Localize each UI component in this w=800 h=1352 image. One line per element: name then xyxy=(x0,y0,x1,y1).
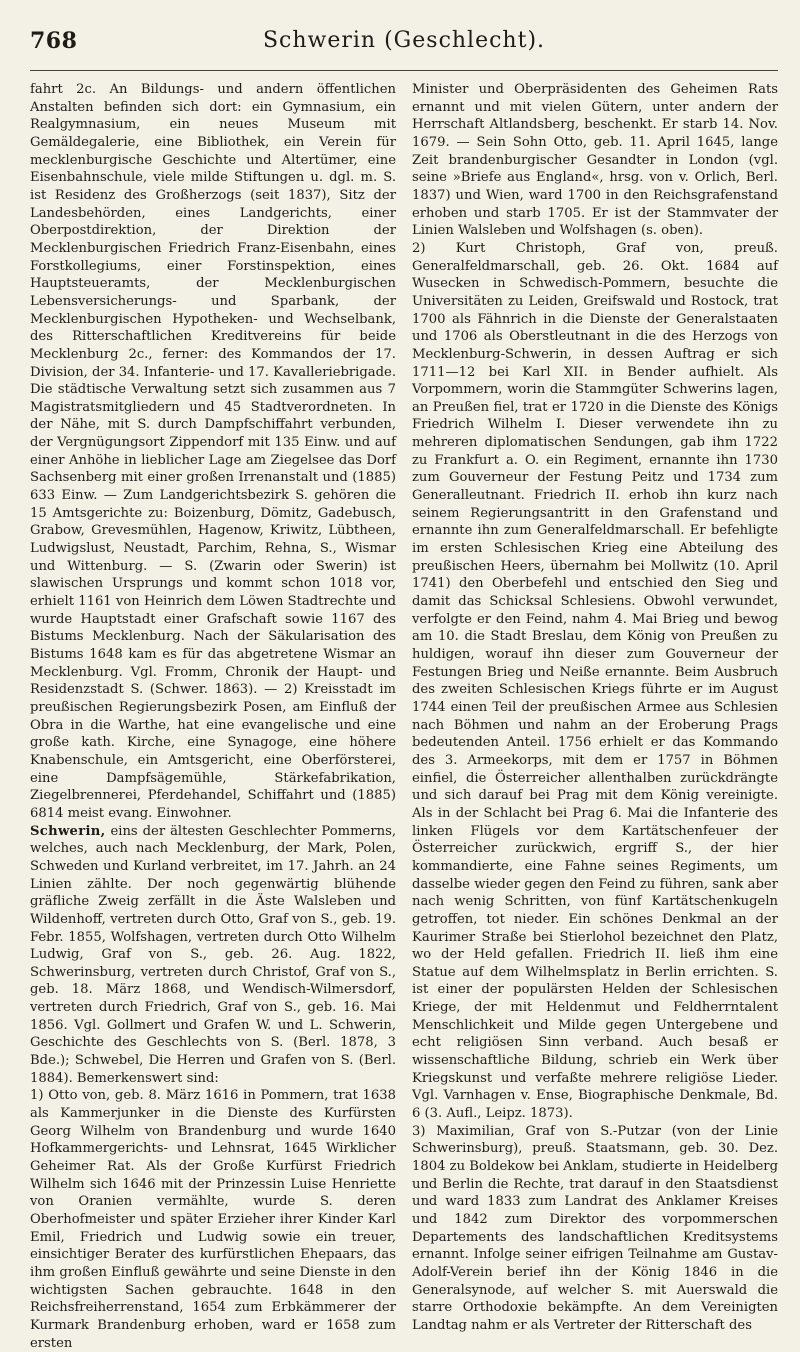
entry-paragraph xyxy=(30,823,396,1088)
two-column-body xyxy=(30,81,778,1351)
entry-text: eins der ältesten Geschlechter Pommerns, welches, auch nach Mecklenburg, der Mark, Polen, Schweden und Kurland verbreitet, im 17. Jahrh. an 24 Linien zählte. Der noch gegenwärtig blühende gräfliche Zweig zerfällt in die Äste Walsleben und Wildenhoff, vertreten durch Otto, Graf von S., geb. 19. Febr. 1855, Wolfshagen, vertreten durch Otto Wilhelm Ludwig, Graf von S., geb. 26. Aug. 1822, Schwerinsburg, vertreten durch Christof, Graf von S., geb. 18. März 1868, und Wendisch-Wilmersdorf, vertreten durch Friedrich, Graf von S., geb. 16. Mai 1856. Vgl. Gollmert und Grafen W. und L. Schwerin, Geschichte des Geschlechts von S. (Berl. 1878, 3 Bde.); Schwebel, Die Herren und Grafen von S. (Berl. 1884). Bemerkenswert sind: xyxy=(30,823,396,1086)
entry-paragraph: 3) Maximilian, Graf von S.-Putzar (von der Linie Schwerinsburg), preuß. Staatsmann, geb. 30. Dez. 1804 zu Boldekow bei Anklam, studierte in Heidelberg und Berlin die Rechte, trat darauf in den Staatsdienst und ward 1833 zum Landrat des Anklamer Kreises und 1842 zum Direktor des vorpommerschen Departements des landschaftlichen Kreditsystems ernannt. Infolge seiner eifrigen Teilnahme am Gustav-Adolf-Verein berief ihn der König 1846 in die Generalsynode, auf welcher S. mit Auerswald die starre Orthodoxie bekämpfte. An dem Vereinigten Landtag nahm er als Vertreter der Ritterschaft des xyxy=(412,1123,778,1333)
header-rule xyxy=(30,70,778,71)
entry-paragraph: 2) Kurt Christoph, Graf von, preuß. Generalfeldmarschall, geb. 26. Okt. 1684 auf Wusecken in Schwedisch-Pommern, besuchte die Universitäten zu Leiden, Greifswald und Rostock, trat 1700 als Fähnrich in die Dienste der Generalstaaten und 1706 als Oberstleutnant in die des Herzogs von Mecklenburg-Schwerin, in dessen Auftrag er sich 1711—12 bei Karl XII. in Bender aufhielt. Als Vorpommern, worin die Stammgüter Schwerins lagen, an Preußen fiel, trat er 1720 in die Dienste des Königs Friedrich Wilhelm I. Dieser verwendete ihn zu mehreren diplomatischen Sendungen, gab ihm 1722 zu Frankfurt a. O. ein Regiment, ernannte ihn 1730 zum Gouverneur der Festung Peitz und 1734 zum Generalleutnant. Friedrich II. erhob ihn kurz nach seinem Regierungsantritt in den Grafenstand und ernannte ihn zum Generalfeldmarschall. Er befehligte im ersten Schlesischen Krieg eine Abteilung des preußischen Heers, übernahm bei Mollwitz (10. April 1741) den Oberbefehl und entschied den Sieg und damit das Schicksal Schlesiens. Obwohl verwundet, verfolgte er den Feind, nahm 4. Mai Brieg und bewog am 10. die Stadt Breslau, dem König von Preußen zu huldigen, worauf ihn dieser zum Gouverneur der Festungen Brieg und Neiße ernannte. Beim Ausbruch des zweiten Schlesischen Kriegs führte er im August 1744 einen Teil der preußischen Armee aus Schlesien nach Böhmen und nahm an der Eroberung Prags bedeutenden Anteil. 1756 erhielt er das Kommando des 3. Armeekorps, mit dem er 1757 in Böhmen einfiel, die Österreicher allenthalben zurückdrängte und sich darauf bei Prag mit dem König vereinigte. Als in der Schlacht bei Prag 6. Mai die Infanterie des linken Flügels vor dem Kartätschenfeuer der Österreicher zurückwich, ergriff S., der hier kommandierte, eine Fahne seines Regiments, um dasselbe wieder gegen den Feind zu führen, sank aber nach wenig Schritten, von fünf Kartätschenkugeln getroffen, tot nieder. Ein schönes Denkmal an der Kaurimer Straße bei Stierlohol bezeichnet den Platz, wo der Held gefallen. Friedrich II. ließ ihm eine Statue auf dem Wilhelmsplatz in Berlin errichten. S. ist einer der populärsten Helden der Schlesischen Kriege, der mit Heldenmut und Feldherrntalent Menschlichkeit und Milde gegen Untergebene und echt religiösen Sinn verband. Auch besaß er wissenschaftliche Bildung, schrieb ein Werk über Kriegskunst und verfaßte mehrere religiöse Lieder. Vgl. Varnhagen v. Ense, Biographische Denkmale, Bd. 6 (3. Aufl., Leipz. 1873). xyxy=(412,240,778,1122)
entry-paragraph: fahrt 2c. An Bildungs- und andern öffentlichen Anstalten befinden sich dort: ein Gymnasium, ein Realgymnasium, ein neues Museum mit Gemäldegalerie, eine Bibliothek, ein Verein für mecklenburgische Geschichte und Altertümer, eine Eisenbahnschule, viele milde Stiftungen u. dgl. m. S. ist Residenz des Großherzogs (seit 1837), Sitz der Landesbehörden, eines Landgerichts, einer Oberpostdirektion, der Direktion der Mecklenburgischen Friedrich Franz-Eisenbahn, eines Forstkollegiums, einer Forstinspektion, eines Hauptsteueramts, der Mecklenburgischen Lebensversicherungs- und Sparbank, der Mecklenburgischen Hypotheken- und Wechselbank, des Ritterschaftlichen Kreditvereins für beide Mecklenburg 2c., ferner: des Kommandos der 17. Division, der 34. Infanterie- und 17. Kavalleriebrigade. Die städtische Verwaltung setzt sich zusammen aus 7 Magistratsmitgliedern und 45 Stadtverordneten. In der Nähe, mit S. durch Dampfschiffahrt verbunden, der Vergnügungsort Zippendorf mit 135 Einw. und auf einer Anhöhe in lieblicher Lage am Ziegelsee das Dorf Sachsenberg mit einer großen Irrenanstalt und (1885) 633 Einw. — Zum Landgerichtsbezirk S. gehören die 15 Amtsgerichte zu: Boizenburg, Dömitz, Gadebusch, Grabow, Grevesmühlen, Hagenow, Kriwitz, Lübtheen, Ludwigslust, Neustadt, Parchim, Rehna, S., Wismar und Wittenburg. — S. (Zwarin oder Swerin) ist slawischen Ursprungs und kommt schon 1018 vor, erhielt 1161 von Heinrich dem Löwen Stadtrechte und wurde Hauptstadt einer Grafschaft sowie 1167 des Bistums Mecklenburg. Nach der Säkularisation des Bistums 1648 kam es für das abgetretene Wismar an Mecklenburg. Vgl. Fromm, Chronik der Haupt- und Residenzstadt S. (Schwer. 1863). — 2) Kreisstadt im preußischen Regierungsbezirk Posen, am Einfluß der Obra in die Warthe, hat eine evangelische und eine große kath. Kirche, eine Synagoge, eine höhere Knabenschule, ein Amtsgericht, eine Oberförsterei, eine Dampfsägemühle, Stärkefabrikation, Ziegelbrennerei, Pferdehandel, Schiffahrt und (1885) 6814 meist evang. Einwohner. xyxy=(30,82,396,821)
left-column xyxy=(30,81,396,1351)
page-header xyxy=(30,28,778,66)
page-number: 768 xyxy=(30,28,78,54)
entry-paragraph: Minister und Oberpräsidenten des Geheimen Rats ernannt und mit vielen Gütern, unter andern der Herrschaft Altlandsberg, beschenkt. Er starb 14. Nov. 1679. — Sein Sohn Otto, geb. 11. April 1645, lange Zeit brandenburgischer Gesandter in London (vgl. seine »Briefe aus England«, hrsg. von v. Orlich, Berl. 1837) und Wien, ward 1700 in den Reichsgrafenstand erhoben und starb 1705. Er ist der Stammvater der Linien Walsleben und Wolfshagen (s. oben). xyxy=(412,82,778,239)
entry-paragraph: 1) Otto von, geb. 8. März 1616 in Pommern, trat 1638 als Kammerjunker in die Dienste des Kurfürsten Georg Wilhelm von Brandenburg und wurde 1640 Hofkammergerichts- und Lehnsrat, 1645 Wirklicher Geheimer Rat. Als der Große Kurfürst Friedrich Wilhelm sich 1646 mit der Prinzessin Luise Henriette von Oranien vermählte, wurde S. deren Oberhofmeister und später Erzieher ihrer Kinder Karl Emil, Friedrich und Ludwig sowie ein treuer, einsichtiger Berater des kurfürstlichen Ehepaars, das ihm großen Einfluß gewährte und seine Dienste in den wichtigsten Sachen gebrauchte. 1648 in den Reichsfreiherrenstand, 1654 zum Erbkämmerer der Kurmark Brandenburg erhoben, ward er 1658 zum ersten xyxy=(30,1088,396,1351)
entry-lemma: Schwerin, xyxy=(30,823,106,839)
right-column xyxy=(412,81,778,1333)
running-head: Schwerin (Geschlecht). xyxy=(262,28,546,53)
